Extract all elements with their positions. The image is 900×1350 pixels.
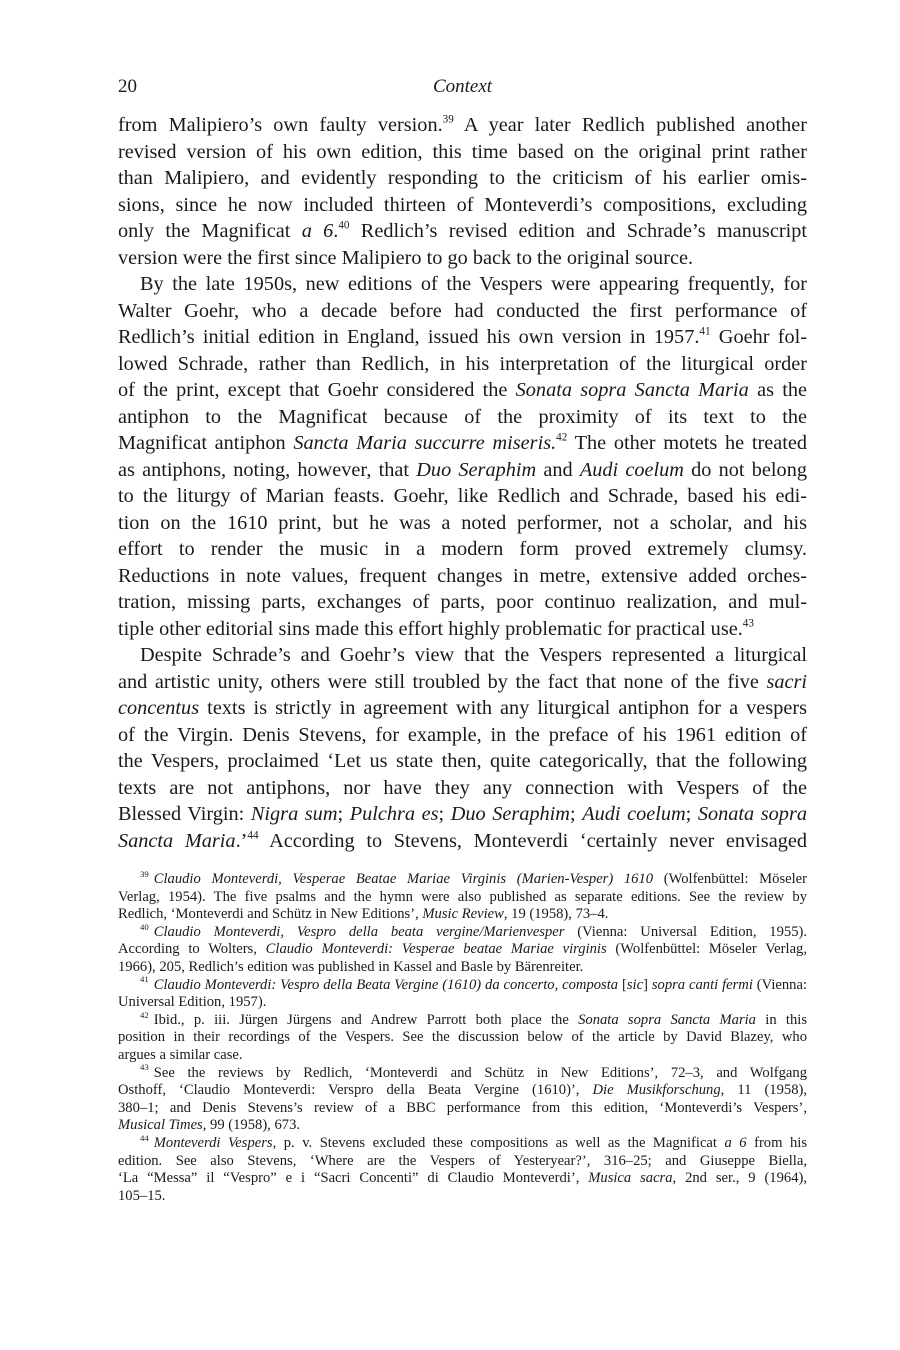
footnote-line [118, 1029, 807, 1047]
text-run: as antiphons, noting, however, that [118, 458, 417, 481]
footnote-line [118, 994, 807, 1012]
text-line [118, 775, 807, 802]
italic-text: Claudio Monteverdi, Vespro della beata vergine/Marienvesper [153, 923, 565, 940]
text-run: .’ [235, 829, 248, 852]
text-run: texts is strictly in agreement with any liturgical antiphon for a vespers [199, 697, 807, 719]
footnotes [118, 868, 808, 1205]
text-line [118, 112, 807, 139]
footnote-line [118, 1153, 807, 1171]
text-line [118, 404, 807, 431]
footnote-number: 41 [140, 974, 149, 985]
footnote-line [118, 1170, 807, 1188]
italic-text: Duo Seraphim [416, 458, 537, 481]
text-run: (Wolfenbüttel: Möseler Verlag, [606, 941, 807, 958]
text-run: argues a similar case. [118, 1046, 243, 1063]
text-run: Redlich, ‘Monteverdi and Schütz in New Editions’, [118, 906, 423, 923]
text-run: Magnificat antiphon [118, 432, 294, 454]
text-line [118, 536, 807, 563]
text-run: According to Wolters, [118, 941, 266, 958]
text-run: Redlich’s initial edition in England, issued his own version in 1957. [118, 326, 700, 348]
text-run: , 19 (1958), 73–4. [503, 906, 609, 923]
footnote-line [118, 1009, 808, 1030]
text-run: Reductions in note values, frequent changes in metre, extensive added orches- [118, 564, 807, 587]
italic-text: Audi coelum [582, 803, 686, 825]
text-line [118, 192, 807, 219]
text-line [118, 430, 807, 457]
text-run: , 2nd ser., 9 (1964), [672, 1170, 808, 1187]
footnote-line [118, 1047, 807, 1065]
text-run: Despite Schrade’s and Goehr’s view that the Vespers represented a liturgical [140, 644, 807, 666]
footnote-42 [118, 1009, 808, 1065]
footnote-43 [118, 1062, 807, 1135]
italic-text: Claudio Monteverdi: Vesperae beatae Mariae virginis [265, 941, 607, 958]
text-line [118, 642, 807, 669]
text-line [118, 165, 807, 192]
italic-text: sopra canti fermi [651, 976, 753, 993]
italic-text: Sancta Maria succurre miseris. [293, 432, 557, 454]
text-run: Universal Edition, 1957). [118, 994, 267, 1011]
text-line [118, 828, 807, 855]
text-run: Ibid., p. iii. Jürgen Jürgens and Andrew Parrott both place the [153, 1011, 579, 1028]
text-run: do not belong [683, 458, 807, 481]
text-run: tiple other editorial sins made this effort highly problematic for practical use. [118, 617, 743, 640]
text-line [118, 351, 807, 378]
text-run: texts are not antiphons, nor have they any connection with Vespers of the [118, 776, 807, 799]
footnote-line [118, 1188, 807, 1206]
footnote-number: 42 [140, 1009, 149, 1020]
text-line [118, 748, 807, 775]
text-line [118, 139, 807, 166]
italic-text: Sonata sopra Sancta Maria [515, 379, 749, 401]
text-line [118, 271, 807, 298]
footnote-line [118, 1132, 807, 1153]
footnote-reference: 42 [556, 431, 568, 444]
running-title: Context [432, 76, 493, 97]
footnote-line [118, 868, 807, 889]
italic-text: sacri [766, 670, 807, 693]
text-run: , p. v. Stevens excluded these compositions as well as the Magnificat [272, 1134, 725, 1151]
body-text [118, 112, 807, 854]
footnote-reference: 41 [699, 325, 711, 338]
italic-text: Musica sacra [588, 1170, 673, 1187]
text-run: Blessed Virgin: [118, 803, 251, 825]
text-run: , 99 (1958), 673. [202, 1117, 301, 1134]
text-run: The other motets he treated [567, 432, 807, 454]
text-run: Osthoff, ‘Claudio Monteverdi: Verspro della Beata Vergine (1610)’, [118, 1082, 593, 1099]
text-line [118, 589, 807, 616]
text-run: lowed Schrade, rather than Redlich, in his interpretation of the liturgical order [118, 352, 807, 375]
text-run: See the reviews by Redlich, ‘Monteverdi and Schütz in New Editions’, 72–3, and Wolfgang [153, 1064, 807, 1081]
italic-text: Pulchra es [349, 803, 439, 825]
footnote-reference: 43 [742, 617, 754, 630]
text-run: and artistic unity, others were still troubled by the fact that none of the five [118, 670, 767, 693]
footnote-number: 44 [140, 1132, 149, 1143]
footnote-line [118, 889, 807, 907]
text-line [118, 669, 807, 696]
text-line [118, 324, 807, 351]
text-run: ‘La “Messa” il “Vespro” e i “Sacri Concenti” di Claudio Monteverdi’, [118, 1170, 589, 1187]
footnote-reference: 40 [338, 219, 350, 232]
text-run: antiphon to the Magnificat because of the proximity of its text to the [118, 405, 807, 428]
italic-text: Nigra sum [250, 803, 338, 825]
text-line [118, 616, 807, 643]
italic-text: Claudio Monteverdi: Vespro della Beata Vergine (1610) da concerto, composta [153, 976, 619, 993]
text-run: 380–1; and Denis Stevens’s review of a BBC performance from this edition, ‘Monteverdi’s Vespers’, [118, 1099, 807, 1116]
text-run: in this [755, 1011, 808, 1028]
text-run: tration, missing parts, exchanges of parts, poor continuo realization, and mul- [118, 591, 807, 613]
italic-text: Sonata sopra Sancta Maria [578, 1011, 756, 1028]
paragraph [118, 271, 807, 642]
text-run: 1966), 205, Redlich’s edition was published in Kassel and Basle by Bärenreiter. [118, 958, 584, 975]
text-run: edition. See also Stevens, ‘Where are the Vespers of Yesteryear?’, 316–25; and Giuseppe Biella, [118, 1152, 807, 1169]
text-line [118, 298, 807, 325]
text-run: as the [748, 379, 807, 401]
text-run: Verlag, 1954). The five psalms and the hymn were also published as separate editions. See the review by [118, 888, 807, 905]
footnote-line [118, 1117, 807, 1135]
italic-text: Musical Times [118, 1117, 203, 1134]
italic-text: Audi coelum [579, 458, 684, 481]
text-run: (Vienna: Universal Edition, 1955). [564, 923, 807, 940]
footnote-39 [118, 868, 807, 924]
text-run: of the Virgin. Denis Stevens, for example, in the preface of his 1961 edition of [118, 723, 807, 746]
text-run: By the late 1950s, new editions of the Vespers were appearing frequently, for [140, 273, 807, 295]
footnote-reference: 39 [442, 113, 454, 126]
text-run: . [333, 220, 339, 242]
text-line [118, 801, 807, 828]
text-run: to the liturgy of Marian feasts. Goehr, like Redlich and Schrade, based his edi- [118, 485, 807, 507]
text-run: from his [746, 1134, 807, 1151]
footnote-reference: 44 [247, 829, 259, 842]
text-run: than Malipiero, and evidently responding to the criticism of his earlier omis- [118, 167, 807, 189]
text-run: effort to render the music in a modern form proved extremely clumsy. [118, 538, 807, 560]
italic-text: Sonata sopra [697, 803, 807, 825]
italic-text: Duo Seraphim [450, 803, 570, 825]
text-run: sions, since he now included thirteen of Monteverdi’s compositions, excluding [118, 193, 807, 216]
italic-text: a 6 [301, 220, 334, 242]
text-line [118, 695, 807, 722]
running-head [118, 76, 807, 100]
text-run: , 11 (1958), [720, 1082, 807, 1099]
italic-text: Die Musikforschung [592, 1082, 721, 1099]
text-run: tion on the 1610 print, but he was a noted performer, not a scholar, and his [118, 511, 807, 534]
footnote-line [118, 1062, 807, 1083]
text-line [118, 722, 807, 749]
text-run: A year later Redlich published another [453, 114, 807, 136]
text-run: ; [685, 803, 698, 825]
text-run: position in their recordings of the Vespers. See the discussion below of the article by David Blazey, who [118, 1029, 807, 1046]
text-run: Walter Goehr, who a decade before had conducted the first performance of [118, 299, 807, 322]
footnote-line [118, 974, 807, 995]
italic-text: sic [626, 976, 644, 993]
text-run: revised version of his own edition, this time based on the original print rather [118, 140, 807, 163]
paragraph [118, 642, 807, 854]
footnote-line [118, 1100, 807, 1118]
italic-text: Claudio Monteverdi, Vesperae Beatae Mariae Virginis (Marien-Vesper) 1610 [153, 871, 654, 887]
footnote-41 [118, 974, 807, 1012]
text-line [118, 483, 807, 510]
text-line [118, 457, 807, 484]
footnote-line [118, 1082, 807, 1100]
text-run: ; [438, 803, 451, 825]
page-number: 20 [118, 76, 137, 97]
italic-text: concentus [118, 697, 200, 719]
footnote-number: 39 [140, 868, 149, 879]
footnote-line [118, 906, 807, 924]
text-run: 105–15. [118, 1187, 166, 1204]
footnote-number: 43 [140, 1062, 149, 1073]
footnote-line [118, 959, 807, 977]
footnote-line [118, 941, 807, 959]
footnote-line [118, 921, 807, 942]
footnote-40 [118, 921, 807, 977]
paragraph [118, 112, 807, 271]
text-line [118, 377, 807, 404]
text-run: only the Magnificat [118, 220, 302, 242]
italic-text: Music Review [422, 906, 504, 923]
italic-text: Monteverdi Vespers [153, 1134, 273, 1151]
text-run: and [536, 458, 580, 481]
footnote-number: 40 [140, 921, 149, 932]
text-run: ; [337, 803, 350, 825]
text-line [118, 510, 807, 537]
text-run: version were the first since Malipiero to go back to the original source. [118, 246, 694, 269]
italic-text: a 6 [724, 1134, 747, 1151]
text-run: [ [618, 976, 627, 993]
text-run: (Wolfenbüttel: Möseler [653, 871, 807, 887]
text-run: Goehr fol- [710, 326, 807, 348]
text-line [118, 245, 807, 272]
text-run: from Malipiero’s own faulty version. [118, 114, 443, 136]
text-run: the Vespers, proclaimed ‘Let us state then, quite categorically, that the following [118, 750, 807, 772]
text-run: Redlich’s revised edition and Schrade’s manuscript [349, 220, 807, 242]
italic-text: Sancta Maria [118, 829, 236, 852]
text-run: of the print, except that Goehr considered the [118, 379, 516, 401]
footnote-44 [118, 1132, 808, 1205]
text-run: ] [643, 976, 652, 993]
text-run: According to Stevens, Monteverdi ‘certainly never envisaged [258, 829, 807, 852]
text-run: ; [569, 803, 583, 825]
text-line [118, 563, 807, 590]
text-run: (Vienna: [752, 976, 807, 993]
text-line [118, 218, 807, 245]
